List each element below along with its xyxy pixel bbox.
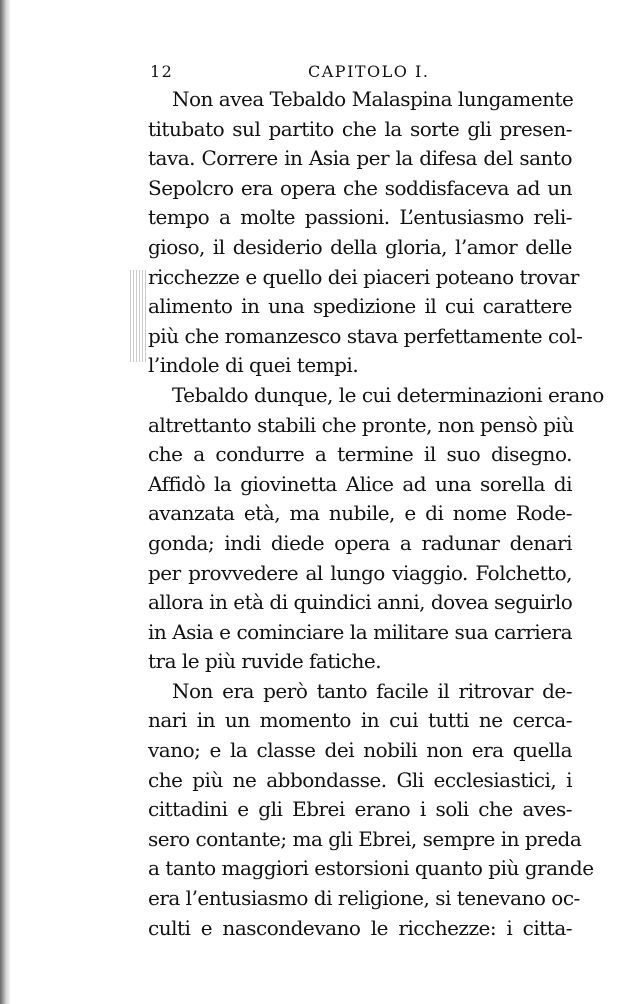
text-line: Tebaldo dunque, le cui determinazioni erano — [172, 382, 604, 407]
text-line: l’indole di quei tempi. — [148, 353, 359, 378]
text-line: culti e nascondevano le ricchezze: i citta- — [148, 915, 572, 940]
text-line: sero contante; ma gli Ebrei, sempre in preda — [148, 826, 582, 851]
text-line: avanzata età, ma nubile, e di nome Rode- — [148, 501, 572, 526]
text-line: Affidò la giovinetta Alice ad una sorella di — [148, 471, 572, 496]
body-text — [148, 85, 604, 943]
text-line: tra le più ruvide fatiche. — [148, 649, 382, 674]
text-line: Non era però tanto facile il ritrovar de- — [172, 678, 572, 703]
text-line: che più ne abbondasse. Gli ecclesiastici, i — [148, 767, 572, 792]
text-line: per provvedere al lungo viaggio. Folchetto, — [148, 560, 572, 585]
text-line: Sepolcro era opera che soddisfaceva ad un — [148, 175, 572, 200]
page-number: 12 — [150, 62, 174, 81]
text-line: ricchezze e quello dei piaceri poteano trovar — [148, 264, 579, 289]
text-line: era l’entusiasmo di religione, si tenevano oc- — [148, 886, 580, 911]
text-line: tempo a molte passioni. L’entusiasmo reli- — [148, 205, 572, 230]
running-head: CAPITOLO I. — [308, 62, 430, 81]
text-line: cittadini e gli Ebrei erano i soli che aves- — [148, 797, 572, 822]
text-line: titubato sul partito che la sorte gli presen- — [148, 116, 572, 141]
margin-pencil-mark — [128, 270, 148, 362]
page-binding-edge — [0, 0, 10, 1004]
text-line: alimento in una spedizione il cui carattere — [148, 294, 572, 319]
text-line: nari in un momento in cui tutti ne cerca- — [148, 708, 572, 733]
text-line: più che romanzesco stava perfettamente col- — [148, 323, 583, 348]
page-header — [150, 62, 570, 84]
text-line: a tanto maggiori estorsioni quanto più grande — [148, 856, 594, 881]
text-line: allora in età di quindici anni, dovea seguirlo — [148, 590, 573, 615]
text-line: che a condurre a termine il suo disegno. — [148, 442, 572, 467]
text-line: vano; e la classe dei nobili non era quella — [148, 738, 572, 763]
text-line: altrettanto stabili che pronte, non pensò più — [148, 412, 574, 437]
text-line: gonda; indi diede opera a radunar denari — [148, 530, 572, 555]
text-line: gioso, il desiderio della gloria, l’amor delle — [148, 234, 572, 259]
text-line: Non avea Tebaldo Malaspina lungamente — [172, 87, 574, 111]
text-line: tava. Correre in Asia per la difesa del santo — [148, 146, 572, 171]
text-line: in Asia e cominciare la militare sua carriera — [148, 619, 572, 644]
